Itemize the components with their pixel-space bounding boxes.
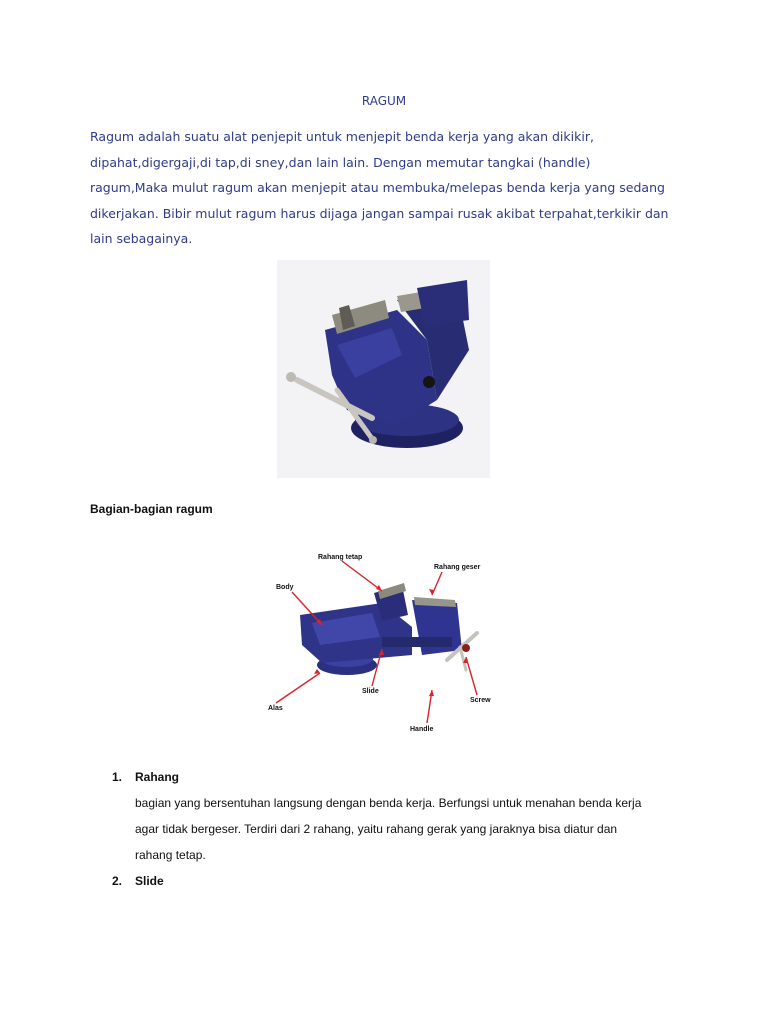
intro-paragraph: [90, 124, 690, 252]
intro-line: dikerjakan. Bibir mulut ragum harus dijaga jangan sampai rusak akibat terpahat,terkikir dan: [90, 205, 669, 221]
intro-line: Ragum adalah suatu alat penjepit untuk menjepit benda kerja yang akan dikikir,: [90, 129, 594, 144]
list-item: [112, 764, 712, 790]
vise-parts-diagram: [262, 545, 512, 740]
list-description: [135, 790, 712, 868]
label-body: Body: [276, 584, 294, 591]
label-screw: Screw: [470, 697, 491, 704]
intro-line: dipahat,digergaji,di tap,di sney,dan lain lain. Dengan memutar tangkai (handle): [90, 154, 591, 170]
list-number: 1.: [112, 770, 123, 784]
label-alas: Alas: [268, 705, 283, 712]
list-heading: Rahang: [135, 770, 180, 784]
parts-list: [112, 764, 712, 894]
label-slide: Slide: [362, 688, 379, 695]
vise-photo: [277, 260, 490, 478]
label-handle: Handle: [410, 726, 434, 733]
intro-line: ragum,Maka mulut ragum akan menjepit atau membuka/melepas benda kerja yang sedang: [90, 180, 665, 195]
document-title: RAGUM: [361, 94, 407, 108]
label-rahang-geser: Rahang geser: [434, 564, 481, 571]
list-number: 2.: [112, 874, 123, 888]
desc-line: rahang tetap.: [135, 848, 206, 862]
vise-photo-illustration: [277, 260, 490, 478]
desc-line: agar tidak bergeser. Terdiri dari 2 rahang, yaitu rahang gerak yang jaraknya bisa diatur dan: [135, 822, 618, 836]
section-heading: Bagian-bagian ragum: [90, 502, 213, 516]
list-item: [112, 868, 712, 894]
list-heading: Slide: [135, 874, 164, 888]
label-rahang-tetap: Rahang tetap: [318, 554, 363, 561]
intro-line: lain sebagainya.: [90, 231, 193, 246]
diagram-illustration: [262, 545, 512, 740]
desc-line: bagian yang bersentuhan langsung dengan benda kerja. Berfungsi untuk menahan benda kerja: [135, 796, 642, 810]
